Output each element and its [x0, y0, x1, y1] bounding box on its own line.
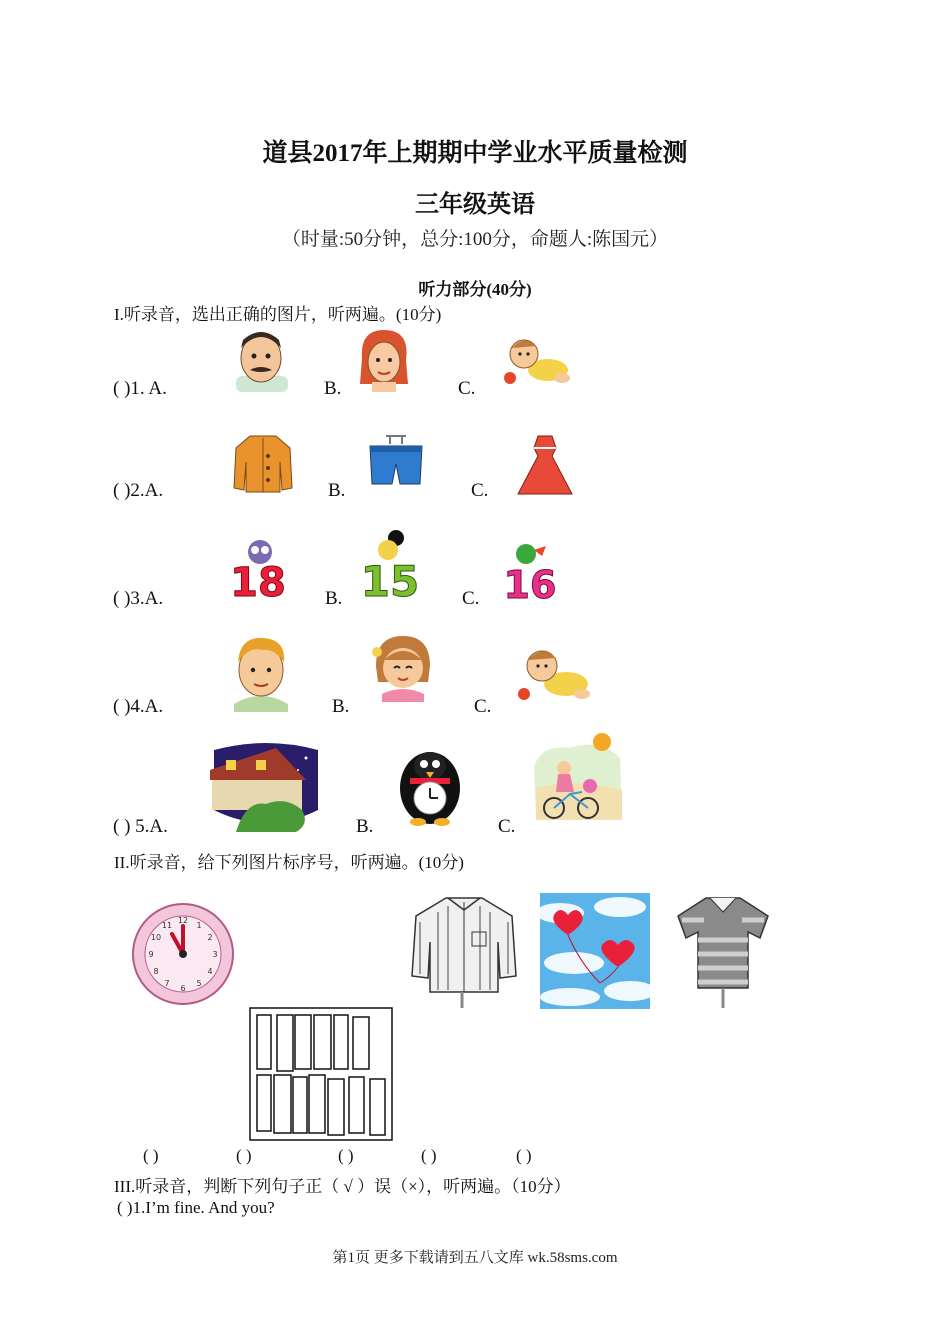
question-5-label: ( ) 5.A.	[113, 816, 168, 837]
option-c-label: C.	[498, 816, 516, 837]
part2-instruction: II.听录音，给下列图片标序号，听两遍。(10分)	[114, 853, 464, 872]
shorts-icon	[366, 434, 426, 494]
girl-bike-icon	[530, 728, 626, 828]
answer-blank[interactable]: ( )	[338, 1146, 354, 1165]
svg-text:12: 12	[177, 916, 189, 925]
option-b-label: B.	[328, 480, 346, 501]
boy-face-icon	[224, 632, 298, 712]
svg-text:1: 1	[196, 921, 202, 930]
crawling-baby-icon	[500, 330, 572, 388]
svg-text:8: 8	[153, 967, 159, 976]
woman-face-icon	[356, 328, 412, 392]
section-heading: 听力部分(40分)	[418, 280, 532, 299]
balloons-icon	[540, 893, 650, 1009]
question-3-label: ( )3.A.	[113, 588, 164, 609]
svg-text:7: 7	[164, 979, 170, 988]
option-b-label: B.	[324, 378, 342, 399]
svg-text:6: 6	[180, 984, 186, 993]
svg-text:15: 15	[360, 557, 420, 600]
number-18-icon	[224, 536, 294, 600]
svg-text:11: 11	[161, 921, 173, 930]
part3-item-1: ( )1.I’m fine. And you?	[117, 1198, 275, 1217]
shirt-icon	[408, 892, 520, 1008]
answer-blank[interactable]: ( )	[516, 1146, 532, 1165]
part3-instruction: III.听录音，判断下列句子正（ √ ）误（×），听两遍。（10分）	[114, 1177, 571, 1196]
tshirt-icon	[674, 892, 772, 1010]
answer-blank[interactable]: ( )	[143, 1146, 159, 1165]
exam-meta: （时量:50分钟，总分:100分，命题人:陈国元）	[281, 229, 669, 250]
number-15-icon	[354, 528, 426, 600]
option-c-label: C.	[471, 480, 489, 501]
exam-title: 道县2017年上期期中学业水平质量检测	[262, 140, 688, 167]
girl-face-icon	[368, 632, 438, 702]
answer-blank[interactable]: ( )	[421, 1146, 437, 1165]
option-c-label: C.	[474, 696, 492, 717]
clock-icon	[130, 902, 236, 1006]
svg-text:10: 10	[150, 933, 162, 942]
exam-subtitle: 三年级英语	[415, 192, 535, 218]
svg-text:4: 4	[207, 967, 213, 976]
dress-icon	[512, 432, 578, 498]
svg-text:3: 3	[212, 950, 218, 959]
question-1-label: ( )1. A.	[113, 378, 167, 399]
part1-instruction: I.听录音，选出正确的图片，听两遍。(10分)	[114, 305, 442, 324]
question-4-label: ( )4.A.	[113, 696, 164, 717]
option-b-label: B.	[325, 588, 343, 609]
answer-blank[interactable]: ( )	[236, 1146, 252, 1165]
svg-text:5: 5	[196, 979, 202, 988]
page-footer: 第1页 更多下载请到五八文库 wk.58sms.com	[332, 1250, 618, 1266]
svg-text:16: 16	[503, 563, 557, 600]
option-c-label: C.	[462, 588, 480, 609]
svg-text:18: 18	[230, 560, 286, 600]
question-2-label: ( )2.A.	[113, 480, 164, 501]
svg-text:9: 9	[148, 950, 154, 959]
number-16-icon	[498, 540, 564, 600]
penguin-clock-icon	[396, 740, 464, 826]
man-face-icon	[230, 326, 292, 392]
coat-icon	[230, 432, 296, 498]
option-c-label: C.	[458, 378, 476, 399]
night-house-icon	[206, 740, 322, 832]
bookshelf-icon	[249, 1007, 393, 1141]
crawling-baby-icon	[516, 642, 592, 704]
svg-text:2: 2	[207, 933, 213, 942]
option-b-label: B.	[356, 816, 374, 837]
option-b-label: B.	[332, 696, 350, 717]
